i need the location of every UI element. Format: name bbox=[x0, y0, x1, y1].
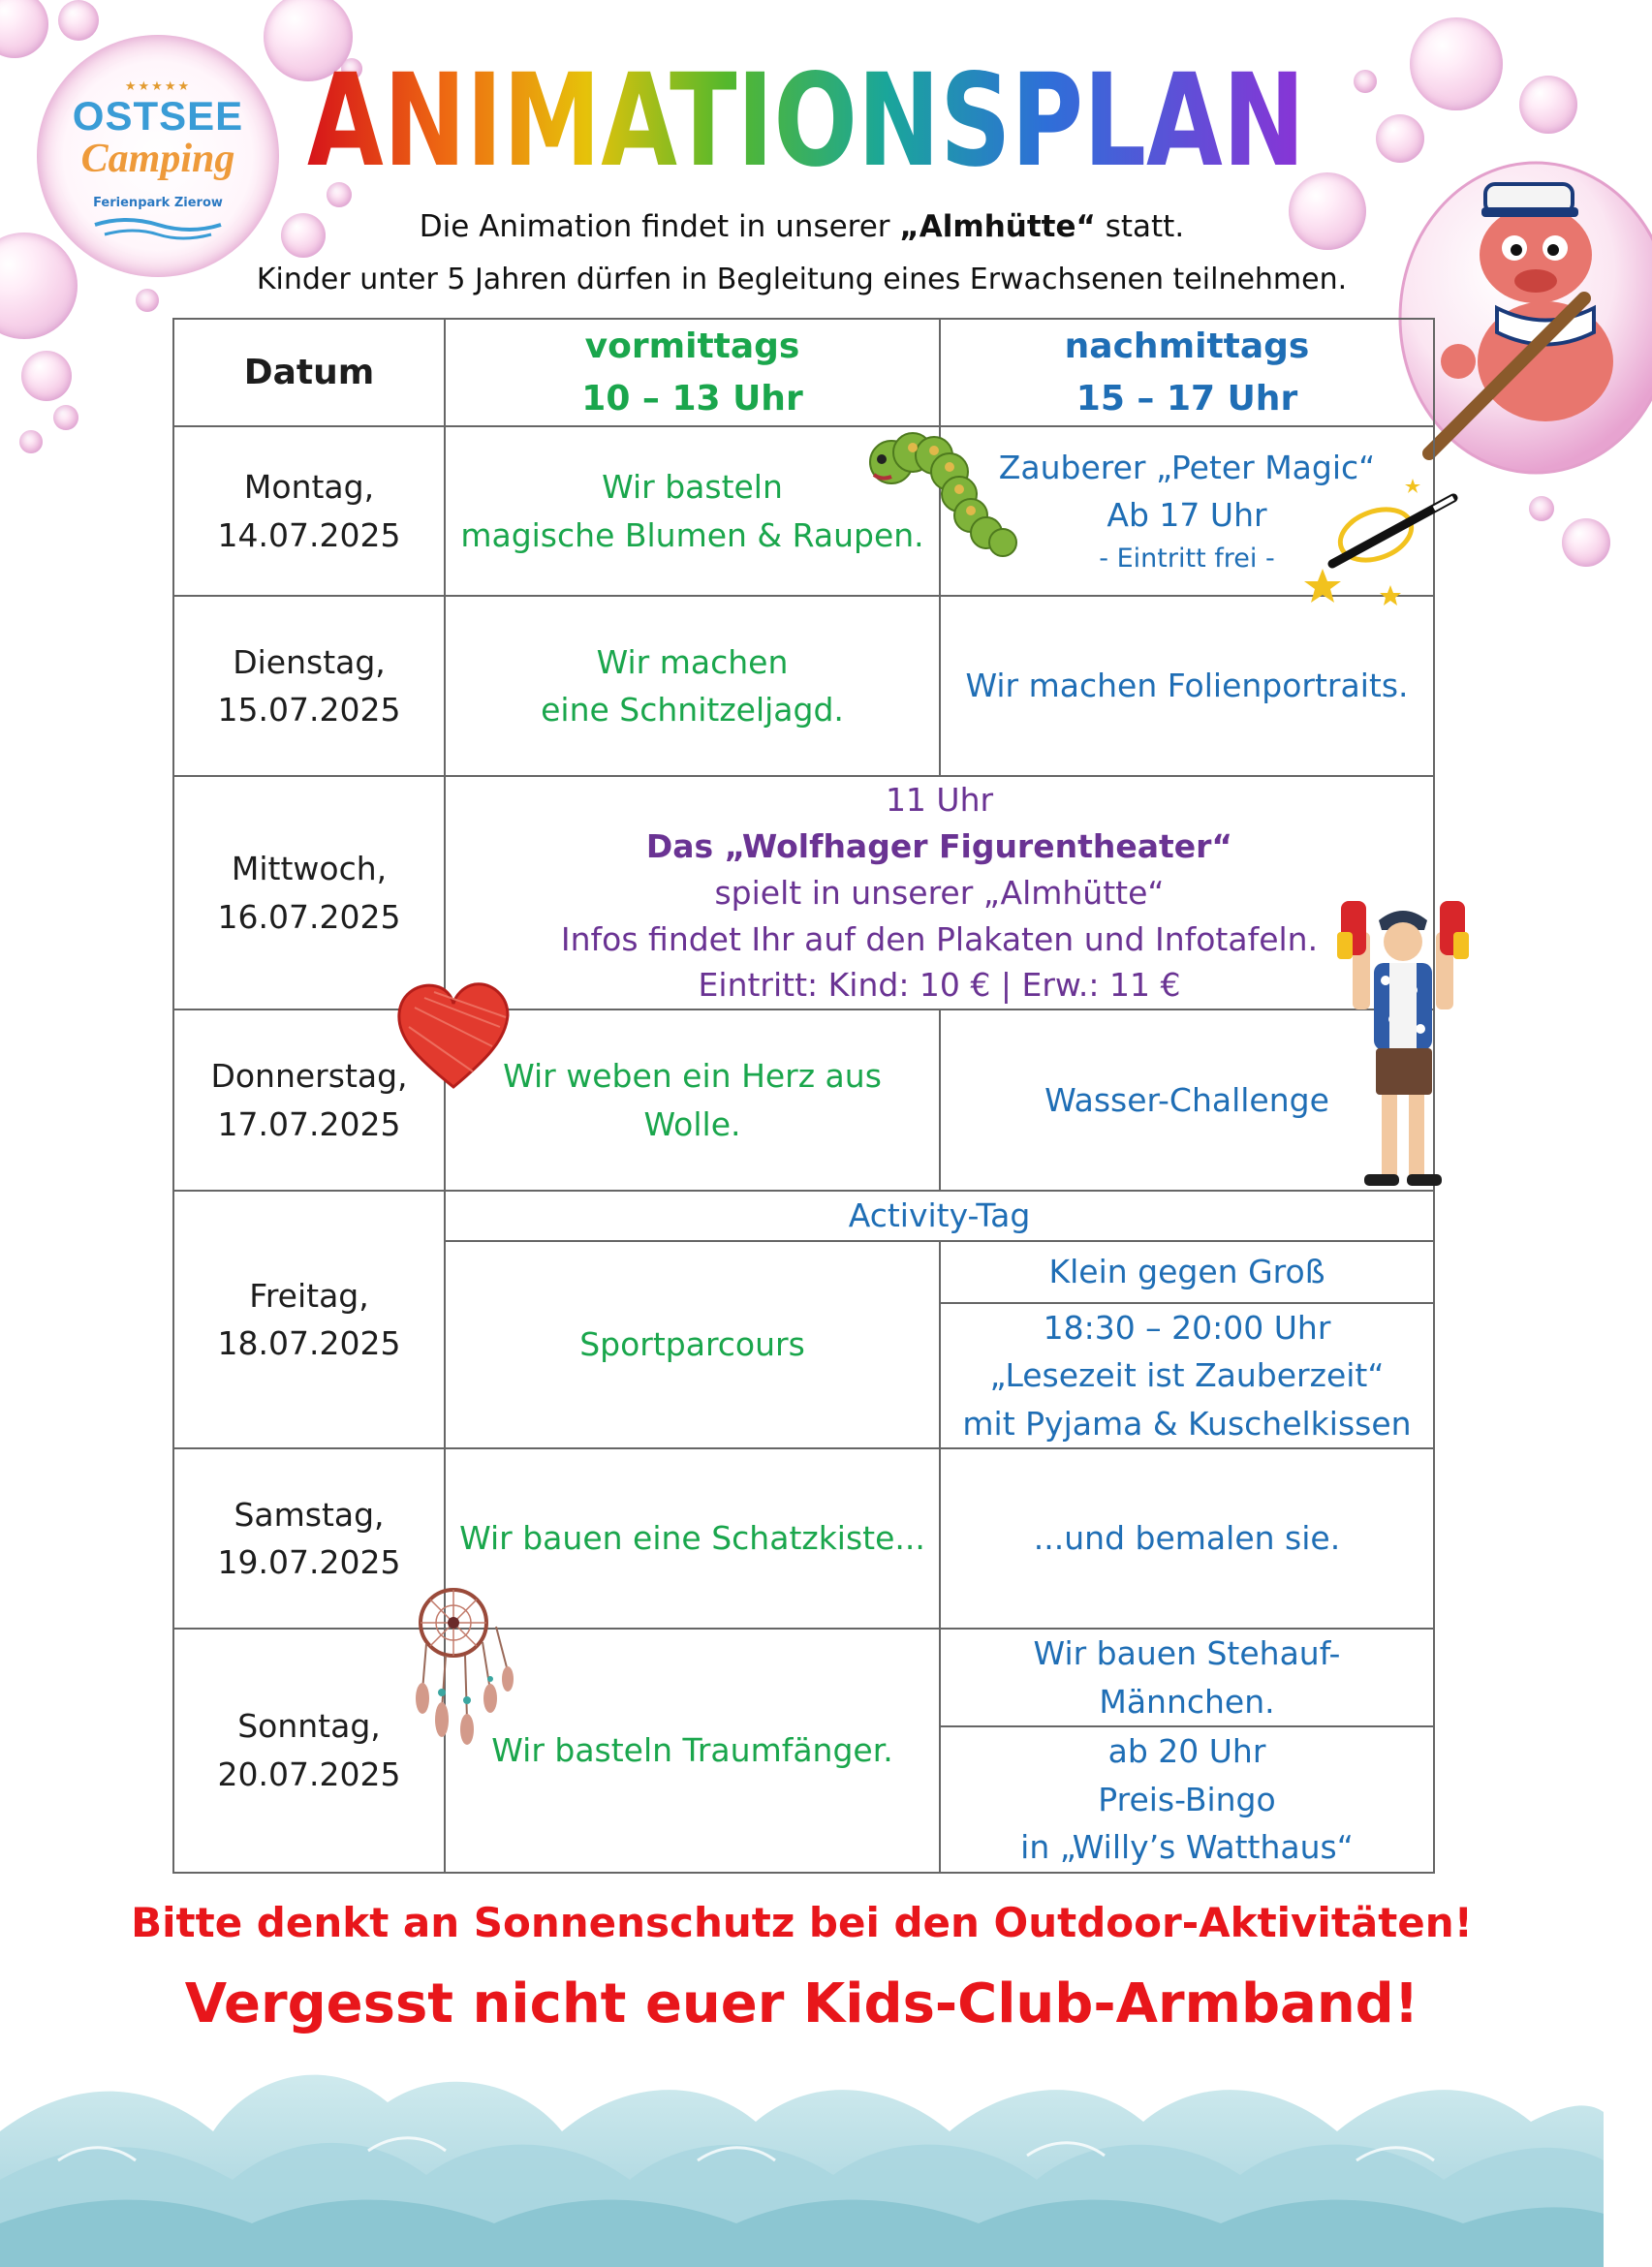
bubble-icon bbox=[1529, 496, 1554, 521]
table-row-thursday bbox=[173, 1009, 1434, 1191]
bubble-icon bbox=[1354, 70, 1377, 93]
morning-activity: Wir basteln Traumfänger. bbox=[445, 1629, 940, 1873]
afternoon-activity: ...und bemalen sie. bbox=[940, 1448, 1434, 1629]
sun-protection-note: Bitte denkt an Sonnenschutz bei den Outdoor-Aktivitäten! bbox=[131, 1899, 1473, 1946]
date-cell: Mittwoch, 16.07.2025 bbox=[173, 776, 445, 1009]
all-day-activity: 11 Uhr Das „Wolfhager Figurentheater“ spielt in unserer „Almhütte“ Infos findet Ihr auf den Plakaten und Infotafeln. Eintritt: Kind: 10 € | Erw.: 11 € bbox=[445, 776, 1434, 1009]
table-row-sunday bbox=[173, 1629, 1434, 1726]
magic-wand-icon bbox=[1298, 477, 1463, 607]
afternoon-activity: Wasser-Challenge bbox=[940, 1009, 1434, 1191]
morning-activity: Wir weben ein Herz aus Wolle. bbox=[445, 1009, 940, 1191]
date-cell: Freitag, 18.07.2025 bbox=[173, 1191, 445, 1448]
table-row-tuesday bbox=[173, 596, 1434, 776]
morning-activity: Wir bauen eine Schatzkiste... bbox=[445, 1448, 940, 1629]
evening-activity: 18:30 – 20:00 Uhr „Lesezeit ist Zauberzeit“ mit Pyjama & Kuschelkissen bbox=[940, 1303, 1434, 1449]
logo-ostsee-text: OSTSEE bbox=[72, 93, 244, 139]
bubble-icon bbox=[1410, 17, 1503, 110]
date-cell: Montag, 14.07.2025 bbox=[173, 426, 445, 596]
intro-line-1: Die Animation findet in unserer „Almhütte“ statt. bbox=[419, 209, 1185, 244]
intro-line-2: Kinder unter 5 Jahren dürfen in Begleitung eines Erwachsenen teilnehmen. bbox=[256, 263, 1348, 296]
morning-activity: Wir machen eine Schnitzeljagd. bbox=[445, 596, 940, 776]
rating-stars: ★★★★★ bbox=[124, 79, 192, 94]
date-cell: Samstag, 19.07.2025 bbox=[173, 1448, 445, 1629]
svg-text:ANIMATIONSPLAN: ANIMATIONSPLAN bbox=[307, 47, 1305, 196]
morning-activity: Wir basteln magische Blumen & Raupen. bbox=[445, 426, 940, 596]
header-afternoon: nachmittags 15 – 17 Uhr bbox=[940, 319, 1434, 426]
table-row-wednesday bbox=[173, 776, 1434, 1009]
logo-camping-text: Camping bbox=[80, 137, 235, 181]
afternoon-activity: Zauberer „Peter Magic“ Ab 17 Uhr - Eintritt frei - bbox=[940, 426, 1434, 596]
ocean-waves-icon bbox=[0, 2015, 1604, 2267]
date-cell: Dienstag, 15.07.2025 bbox=[173, 596, 445, 776]
header-morning: vormittags 10 – 13 Uhr bbox=[445, 319, 940, 426]
bubble-icon bbox=[1519, 76, 1577, 134]
boy-with-water-guns-icon bbox=[1335, 893, 1471, 1203]
bubble-icon bbox=[21, 351, 72, 401]
table-header-row bbox=[173, 319, 1434, 426]
morning-activity: Sportparcours bbox=[445, 1241, 940, 1449]
bubble-icon bbox=[1562, 518, 1610, 567]
bubble-icon bbox=[58, 0, 99, 41]
afternoon-activity: Wir machen Folienportraits. bbox=[940, 596, 1434, 776]
activity-day-banner: Activity-Tag bbox=[445, 1191, 1434, 1241]
logo-ferienpark-text: Ferienpark Zierow bbox=[93, 196, 223, 210]
evening-activity: ab 20 Uhr Preis-Bingo in „Willy’s Watthaus“ bbox=[940, 1726, 1434, 1873]
table-row-saturday bbox=[173, 1448, 1434, 1629]
heart-icon bbox=[395, 978, 512, 1095]
afternoon-activity: Klein gegen Groß bbox=[940, 1241, 1434, 1303]
caterpillar-icon bbox=[853, 419, 1027, 564]
wristband-reminder: Vergesst nicht euer Kids-Club-Armband! bbox=[184, 1972, 1419, 2035]
date-cell: Sonntag, 20.07.2025 bbox=[173, 1629, 445, 1873]
bubble-icon bbox=[19, 430, 43, 453]
dreamcatcher-icon bbox=[407, 1584, 518, 1749]
header-date: Datum bbox=[173, 319, 445, 426]
afternoon-activity: Wir bauen Stehauf- Männchen. bbox=[940, 1629, 1434, 1726]
table-row-monday bbox=[173, 426, 1434, 596]
bubble-icon bbox=[0, 0, 48, 58]
bubble-icon bbox=[53, 405, 78, 430]
table-row-friday bbox=[173, 1191, 1434, 1241]
page-title bbox=[302, 47, 1310, 196]
schedule-table bbox=[172, 318, 1435, 1874]
bubble-icon bbox=[1376, 114, 1424, 163]
date-cell: Donnerstag, 17.07.2025 bbox=[173, 1009, 445, 1191]
